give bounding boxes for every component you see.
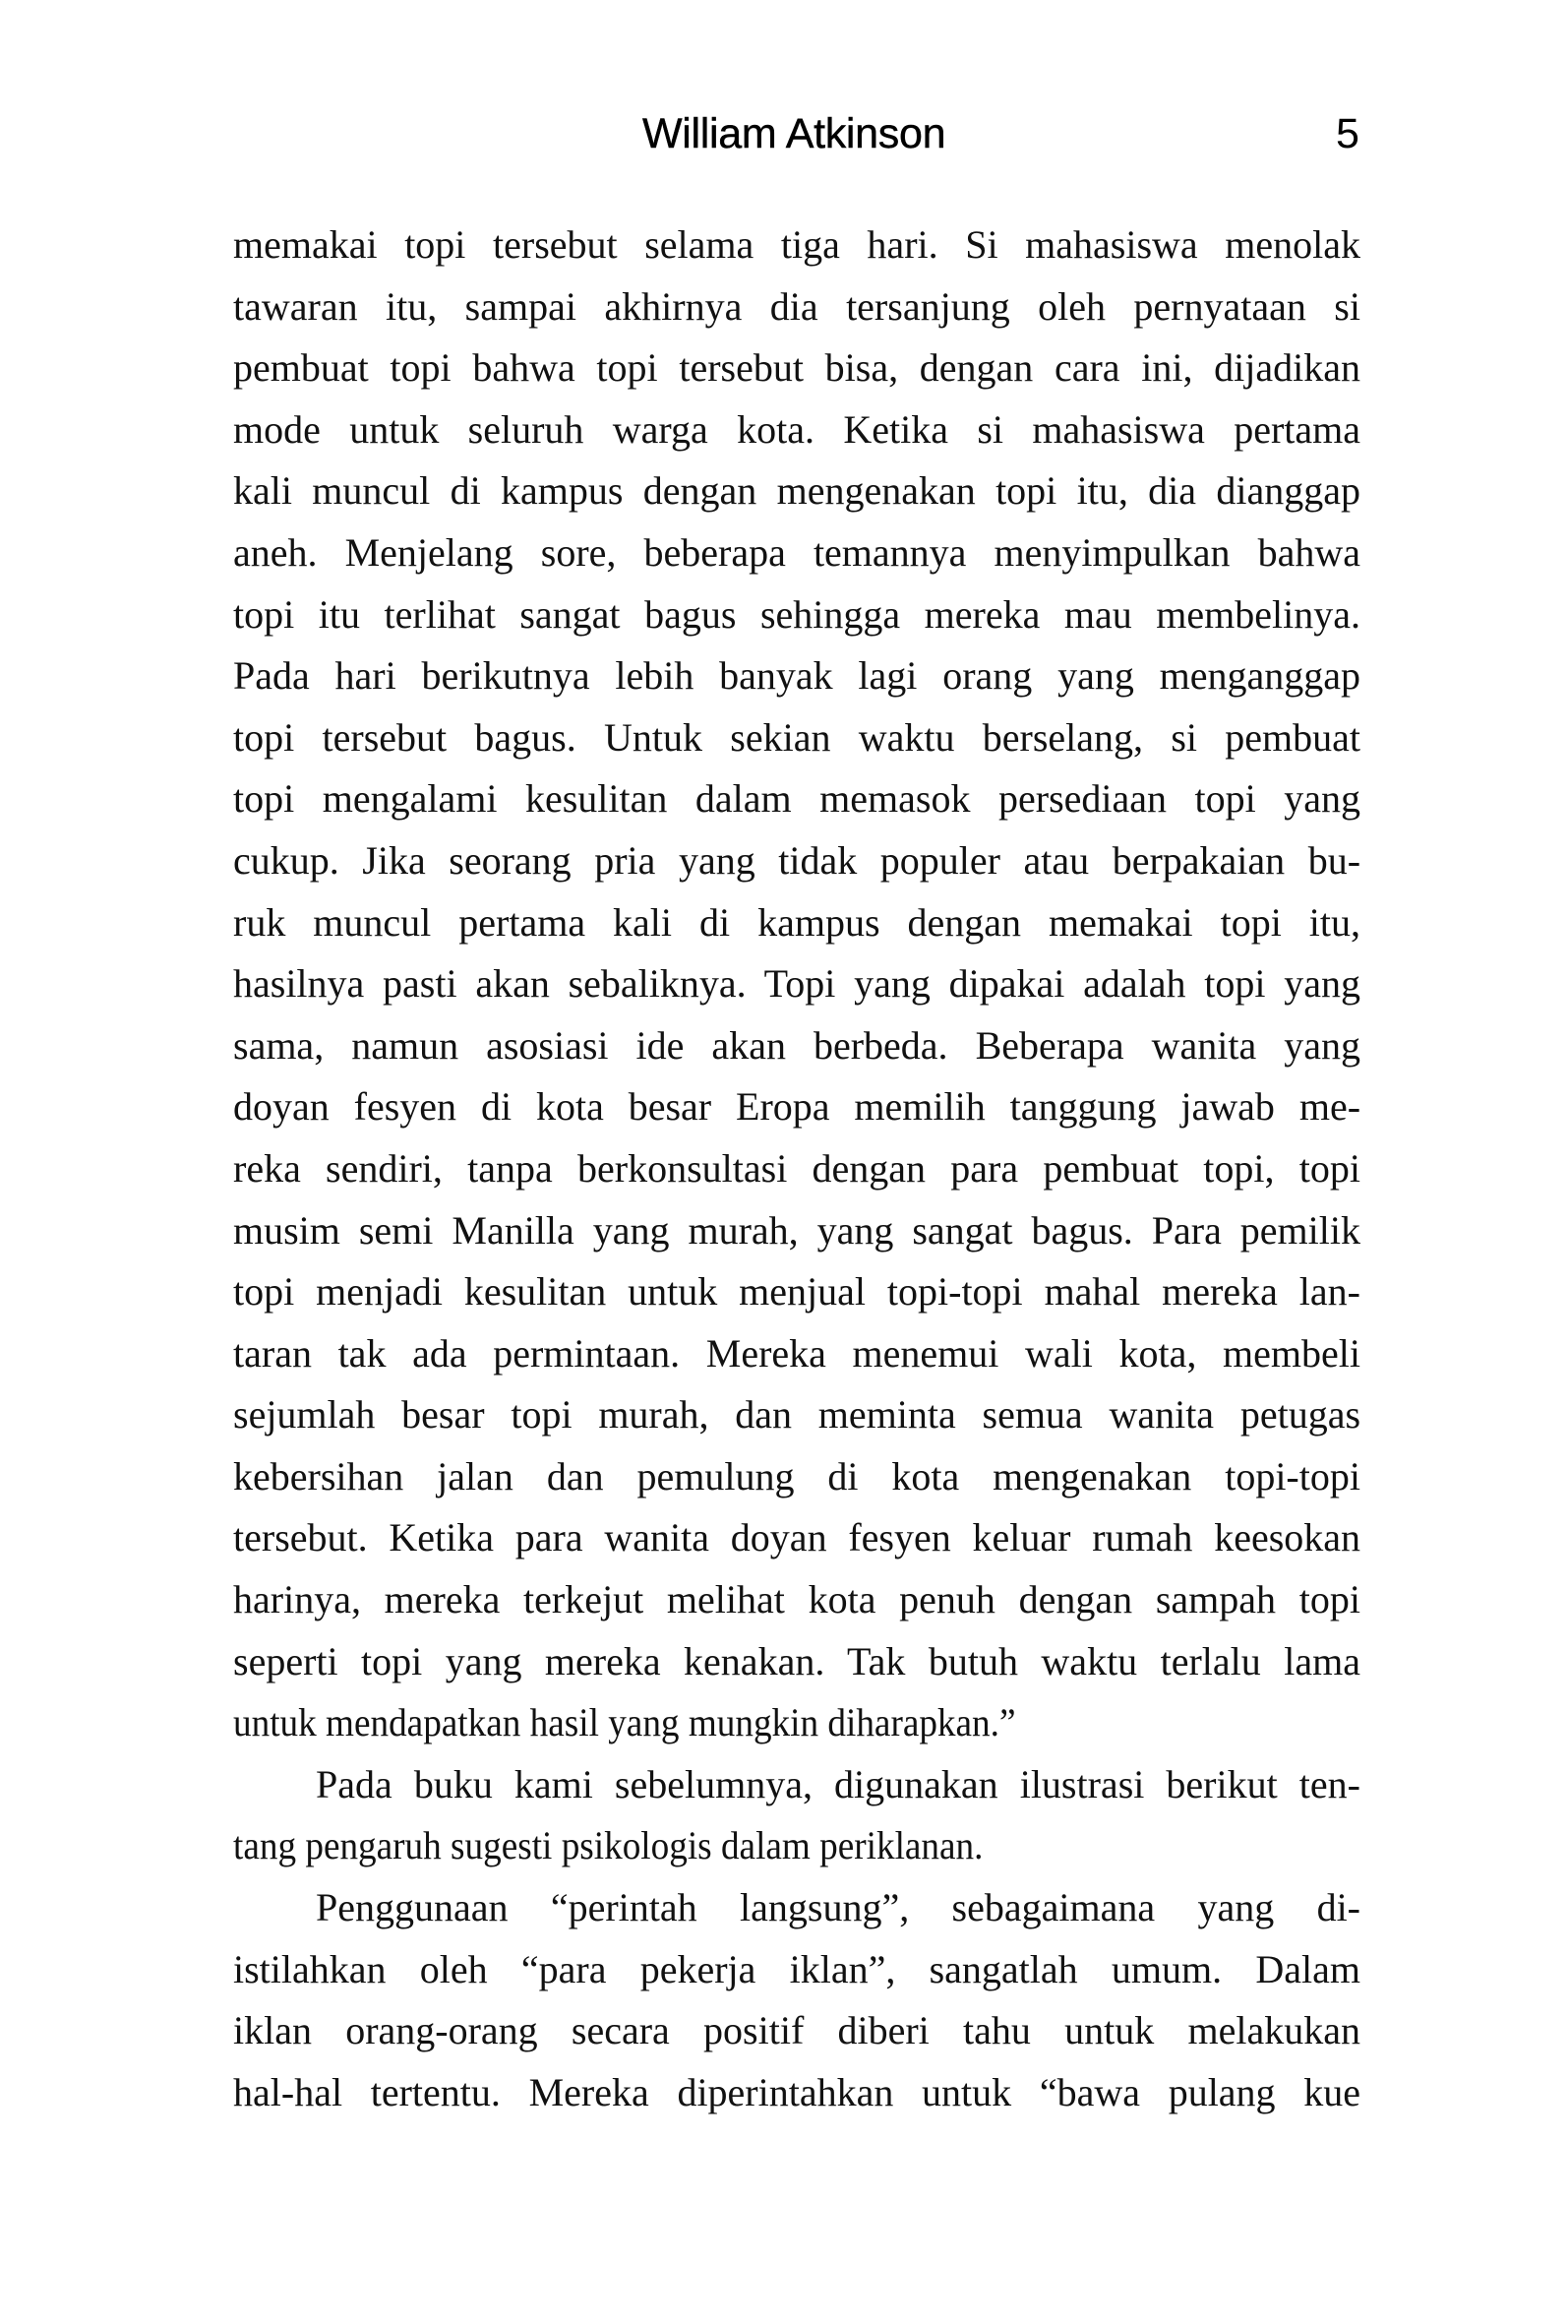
text-line — [233, 276, 1360, 338]
text-line — [233, 1877, 1360, 1939]
text-line-content: seperti topi yang mereka kenakan. Tak butuh waktu terlalu lama — [233, 1638, 1360, 1683]
text-line-content: iklan orang-orang secara positif diberi tahu untuk melakukan — [233, 2008, 1360, 2053]
text-line — [233, 707, 1360, 769]
text-line — [233, 1384, 1360, 1446]
text-line-content: topi itu terlihat sangat bagus sehingga mereka mau membelinya. — [233, 591, 1361, 637]
text-line — [233, 768, 1360, 830]
text-line-content: ruk muncul pertama kali di kampus dengan memakai topi itu, — [233, 899, 1361, 945]
text-line-content: topi tersebut bagus. Untuk sekian waktu berselang, si pembuat — [233, 714, 1361, 760]
text-line — [233, 1631, 1360, 1693]
text-line — [233, 2062, 1360, 2124]
text-line-content: taran tak ada permintaan. Mereka menemui wali kota, membeli — [233, 1330, 1360, 1376]
paragraph — [233, 1754, 1360, 1877]
text-line — [233, 1569, 1360, 1631]
text-line-content: hal-hal tertentu. Mereka diperintahkan untuk “bawa pulang kue — [233, 2069, 1361, 2114]
text-line-content: Penggunaan “perintah langsung”, sebagaimana yang di- — [316, 1885, 1361, 1930]
text-line — [233, 953, 1360, 1015]
text-line-content: aneh. Menjelang sore, beberapa temannya menyimpulkan bahwa — [233, 529, 1360, 575]
text-line-content: doyan fesyen di kota besar Eropa memilih tanggung jawab me- — [233, 1084, 1361, 1130]
text-line-content: mode untuk seluruh warga kota. Ketika si mahasiswa pertama — [233, 406, 1361, 452]
text-line — [233, 399, 1360, 461]
text-line-content: pembuat topi bahwa topi tersebut bisa, dengan cara ini, dijadikan — [233, 345, 1361, 391]
text-line-content: tersebut. Ketika para wanita doyan fesyen keluar rumah keesokan — [233, 1515, 1361, 1560]
text-line-content: sejumlah besar topi murah, dan meminta semua wanita petugas — [233, 1392, 1361, 1437]
text-line-content: hasilnya pasti akan sebaliknya. Topi yang dipakai adalah topi yang — [233, 961, 1360, 1007]
paragraph — [233, 214, 1360, 1754]
text-line — [233, 522, 1360, 584]
text-line-content: Pada hari berikutnya lebih banyak lagi orang yang menganggap — [233, 653, 1360, 699]
body-text — [233, 214, 1360, 2123]
text-line — [233, 584, 1360, 646]
text-line — [233, 1939, 1360, 2001]
text-line — [233, 337, 1360, 399]
text-line-content: istilahkan oleh “para pekerja iklan”, sangatlah umum. Dalam — [233, 1946, 1360, 1991]
text-line-content: harinya, mereka terkejut melihat kota penuh dengan sampah topi — [233, 1577, 1360, 1622]
text-line-content: tawaran itu, sampai akhirnya dia tersanjung oleh pernyataan si — [233, 283, 1360, 329]
text-line-content: reka sendiri, tanpa berkonsultasi dengan para pembuat topi, topi — [233, 1145, 1360, 1191]
text-line — [233, 1200, 1360, 1262]
text-line — [233, 1323, 1360, 1385]
text-line — [233, 1692, 1360, 1754]
text-line — [233, 460, 1360, 522]
text-line-content: musim semi Manilla yang murah, yang sangat bagus. Para pemilik — [233, 1207, 1360, 1253]
text-line-content: kali muncul di kampus dengan mengenakan topi itu, dia dianggap — [233, 468, 1360, 514]
text-line — [233, 2000, 1360, 2062]
text-line — [233, 645, 1360, 707]
text-line — [233, 1138, 1360, 1200]
running-head-author: William Atkinson — [642, 110, 946, 157]
text-line-content: Pada buku kami sebelumnya, digunakan ilustrasi berikut ten- — [316, 1761, 1360, 1806]
text-line — [233, 1446, 1360, 1508]
text-line-content: topi mengalami kesulitan dalam memasok persediaan topi yang — [233, 776, 1361, 822]
text-line-content: memakai topi tersebut selama tiga hari. Si mahasiswa menolak — [233, 222, 1360, 267]
text-line-content: topi menjadi kesulitan untuk menjual topi-topi mahal mereka lan- — [233, 1269, 1360, 1315]
text-line — [233, 1076, 1360, 1138]
text-line-content: tang pengaruh sugesti psikologis dalam periklanan. — [233, 1823, 984, 1868]
text-line-content: cukup. Jika seorang pria yang tidak populer atau berpakaian bu- — [233, 837, 1361, 883]
text-line-content: sama, namun asosiasi ide akan berbeda. Beberapa wanita yang — [233, 1022, 1360, 1068]
text-line — [233, 1015, 1360, 1077]
text-line — [233, 214, 1360, 276]
text-line — [233, 1754, 1360, 1816]
text-line — [233, 1261, 1360, 1323]
text-line — [233, 1507, 1360, 1569]
text-line-content: untuk mendapatkan hasil yang mungkin diharapkan.” — [233, 1700, 1016, 1745]
text-line — [233, 1815, 1360, 1877]
text-line-content: kebersihan jalan dan pemulung di kota mengenakan topi-topi — [233, 1453, 1360, 1498]
page-number: 5 — [1336, 110, 1359, 157]
paragraph — [233, 1877, 1360, 2123]
text-line — [233, 892, 1360, 954]
text-line — [233, 830, 1360, 892]
